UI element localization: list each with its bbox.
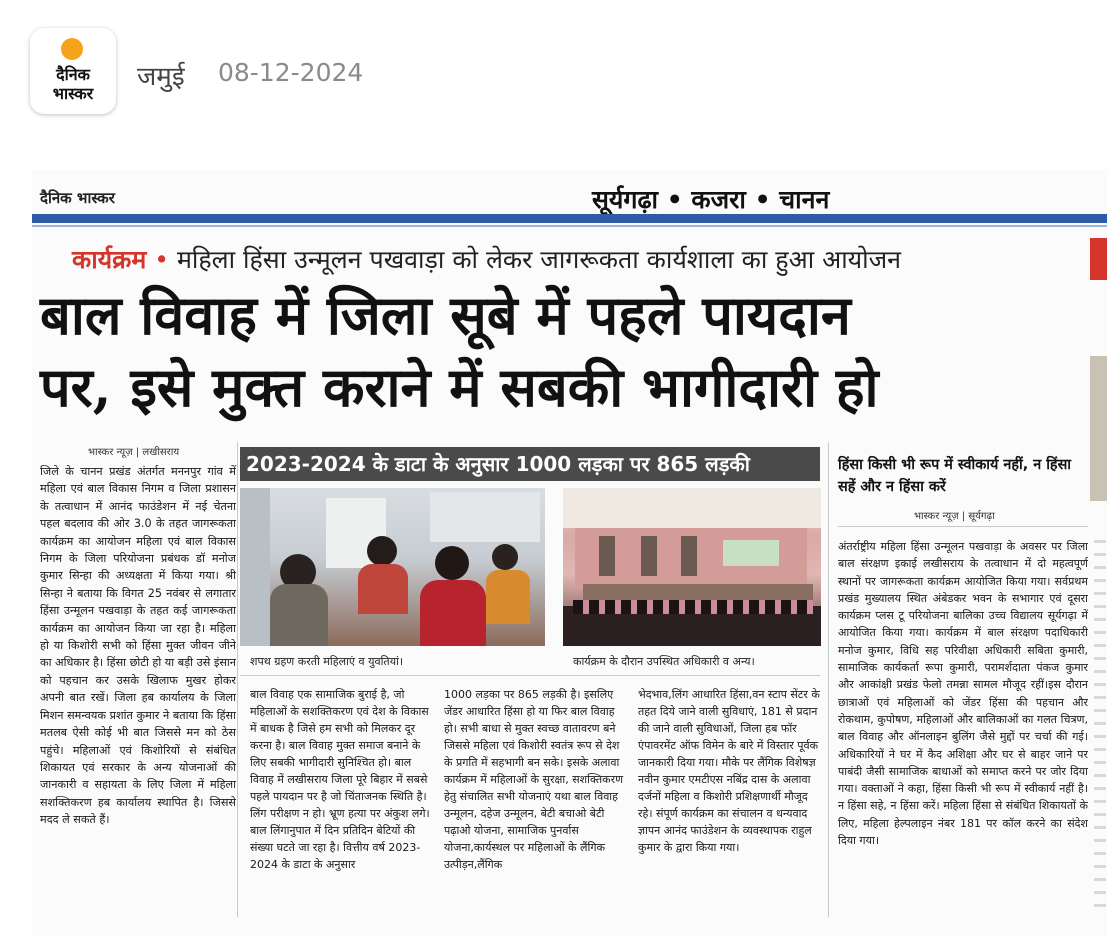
caption-right: कार्यक्रम के दौरान उपस्थित अधिकारी व अन्य। [573, 655, 755, 668]
stats-bar: 2023-2024 के डाटा के अनुसार 1000 लड़का पर 865 लड़की [240, 447, 820, 481]
masthead-section: सूर्यगढ़ा • कजरा • चानन [592, 185, 830, 214]
caption-left: शपथ ग्रहण करती महिलाएं व युवतियां। [250, 655, 404, 668]
column-divider-right [828, 442, 829, 917]
app-header [0, 0, 1107, 150]
right-column-text: अंतर्राष्ट्रीय महिला हिंसा उन्मूलन पखवाड़ा के अवसर पर जिला बाल संरक्षण इकाई लखीसराय के तत्वाधान में दो महत्वपूर्ण स्थानों पर जागरूकता कार्यक्रम आयोजित किया गया। सर्वप्रथम प्रखंड मुख्यालय स्थित अंबेडकर भवन के सभागार एवं दूसरा कार्यक्रम प्लस टू परियोजना बालिका उच्च विद्यालय सूर्यगढ़ा में आयोजित किया गया। कार्यक्रम में बाल संरक्षण पदाधिकारी मनोज कुमार, विधि सह परिवीक्षा अधिकारी सबिता कुमारी, सामाजिक कार्यकर्ता रूपा कुमारी, परामर्शदाता पंकज कुमार और आकांक्षी प्रखंड फेलो तमन्ना सामल मौजूद रहीं।इस दौरान छात्राओं एवं महिलाओं को जेंडर हिंसा की पहचान और रोकथाम, कुपोषण, महिलाओं और बालिकाओं का गलत चित्रण, बाल विवाह और ऑनलाइन बुलिंग जैसे मुद्दों पर चर्चा की गई। अधिकारियों ने घर में कैद अशिक्षा और घर से बाहर जाने पर पाबंदी जैसी सामाजिक बाधाओं को समाप्त करने पर जोर दिया गया। वक्ताओं ने कहा, हिंसा किसी भी रूप में स्वीकार्य नहीं है। न हिंसा सहे, न हिंसा करें। महिला हिंसा से संबंधित शिकायतों के लिए, महिला हेल्पलाइन नंबर 181 पर कॉल करने का संदेश दिया गया। [838, 540, 1088, 848]
newspaper-page [32, 170, 1107, 936]
byline-right: भास्कर न्यूज़ | सूर्यगढ़ा [914, 511, 995, 522]
edition-date: 08-12-2024 [218, 58, 364, 87]
byline-left: भास्कर न्यूज़ | लखीसराय [88, 447, 180, 458]
middle-column-3: भेदभाव,लिंग आधारित हिंसा,वन स्टाप सेंटर के तहत दिये जाने वाली सुविधाएं, 181 से प्रदान की जाने वाली सुविधाओं, जिला हब फॉर एंपावरमेंट ऑफ विमेन के बारे में विस्तार पूर्वक जानकारी दिया गया। मौके पर लैंगिक विशेषज्ञ नवीन कुमार एमटीएस नबिंद्र दास के अलावा दर्जनों महिला व किशोरी प्रशिक्षणार्थी मौजूद रहे। संपूर्ण कार्यक्रम का संचालन व धन्यवाद ज्ञापन आनंद फाउंडेशन के व्यवस्थापक राहुल कुमार के द्वारा किया गया। [638, 688, 820, 854]
masthead-rule [32, 214, 1107, 223]
logo-text-line2: भास्कर [52, 84, 94, 103]
middle-column-2: 1000 लड़का पर 865 लड़की है। इसलिए जेंडर आधारित हिंसा हो या फिर बाल विवाह हो। सभी बाधा से मुक्त स्वच्छ वातावरण बने जिससे महिला एवं किशोरी स्वतंत्र रूप से देश के प्रगति में सहभागी बन सके। इसके अलावा कार्यक्रम में महिलाओं के सुरक्षा, सशक्तिकरण हेतु संचालित सभी योजनाएं यथा बाल विवाह उन्मूलन, दहेज उन्मूलन, बेटी बचाओ बेटी पढ़ाओ योजना, सामाजिक पुनर्वास योजना,कार्यस्थल पर महिलाओं के लैंगिक उत्पीड़न,लैंगिक [444, 688, 624, 871]
adjacent-photo-edge [1090, 356, 1107, 501]
dainik-bhaskar-logo[interactable] [30, 28, 116, 114]
masthead-left: दैनिक भास्कर [40, 189, 115, 207]
headline-line2: पर, इसे मुक्त कराने में सबकी भागीदारी हो [40, 355, 879, 419]
headline-line1: बाल विवाह में जिला सूबे में पहले पायदान [40, 283, 851, 347]
adjacent-text-edge [1094, 530, 1106, 910]
adjacent-article-edge [1090, 238, 1107, 280]
kicker-label: कार्यक्रम [72, 245, 147, 274]
edition-city: जमुई [137, 62, 185, 92]
left-column-text: जिले के चानन प्रखंड अंतर्गत मननपुर गांव में महिला एवं बाल विकास निगम व जिला प्रशासन के तत्वाधान में आनंद फाउंडेशन में नई चेतना पहल बदलाव की ओर 3.0 के तहत जागरूकता कार्यक्रम का आयोजन महिला एवं बाल विकास निगम के जिला परियोजना प्रबंधक डॉ मनोज कुमार सिन्हा की अध्यक्षता में किया गया। श्री सिन्हा ने बताया कि विगत 25 नवंबर से लगातार हिंसा उन्मूलन पखवाड़ा के तहत कई जागरूकता कार्यक्रम का आयोजन किया जा रहा है। महिला हो या किशोरी सभी को हिंसा मुक्त जीवन जीने का अधिकार है। हिंसा छोटी हो या बड़ी उसे इंसान को पहचान कर उसके खिलाफ मुखर होकर अपनी बात रखें। जिला हब कार्यालय के जिला मिशन समन्वयक प्रशांत कुमार ने बताया कि हिंसा मतलब ऐसी कोई भी बात जिससे मन को ठेस पहुंचे। महिलाओं एवं किशोरियों से संबंधित शिकायत एवं सरकार के अन्य योजनाओं की जानकारी व सहायता के लिए जिला में महिला सशक्तिकरण हब कार्यालय स्थापित है। जिससे मदद ले सकते हैं। [40, 465, 236, 827]
kicker-dot: • [154, 245, 170, 274]
caption-rule [240, 675, 820, 676]
photo-officials[interactable] [563, 488, 821, 646]
column-divider [237, 442, 238, 917]
photo-oath-taking[interactable] [240, 488, 545, 646]
kicker-text: महिला हिंसा उन्मूलन पखवाड़ा को लेकर जागरूकता कार्यशाला का हुआ आयोजन [176, 245, 902, 274]
kicker [72, 242, 901, 276]
masthead-thin-rule [32, 225, 1107, 227]
logo-text-line1: दैनिक [56, 65, 90, 84]
side-headline: हिंसा किसी भी रूप में स्वीकार्य नहीं, न हिंसा सहें और न हिंसा करें [838, 457, 1072, 495]
sun-icon [61, 38, 83, 60]
side-rule [838, 526, 1088, 527]
middle-column-1: बाल विवाह एक सामाजिक बुराई है, जो महिलाओं के सशक्तिकरण एवं देश के विकास में बाधक है जिसे हम सभी को मिलकर दूर करना है। बाल विवाह मुक्त समाज बनाने के लिए सबकी भागीदारी सुनिश्चित हो। बाल विवाह में लखीसराय जिला पूरे बिहार में सबसे पहले पायदान पर है जो चिंताजनक स्थिति है। लिंग परीक्षण न हो। भ्रूण हत्या पर अंकुश लगे। बाल लिंगानुपात में दिन प्रतिदिन बेटियों की संख्या घटते जा रहा है। वित्तीय वर्ष 2023-2024 के डाटा के अनुसार [250, 688, 430, 871]
